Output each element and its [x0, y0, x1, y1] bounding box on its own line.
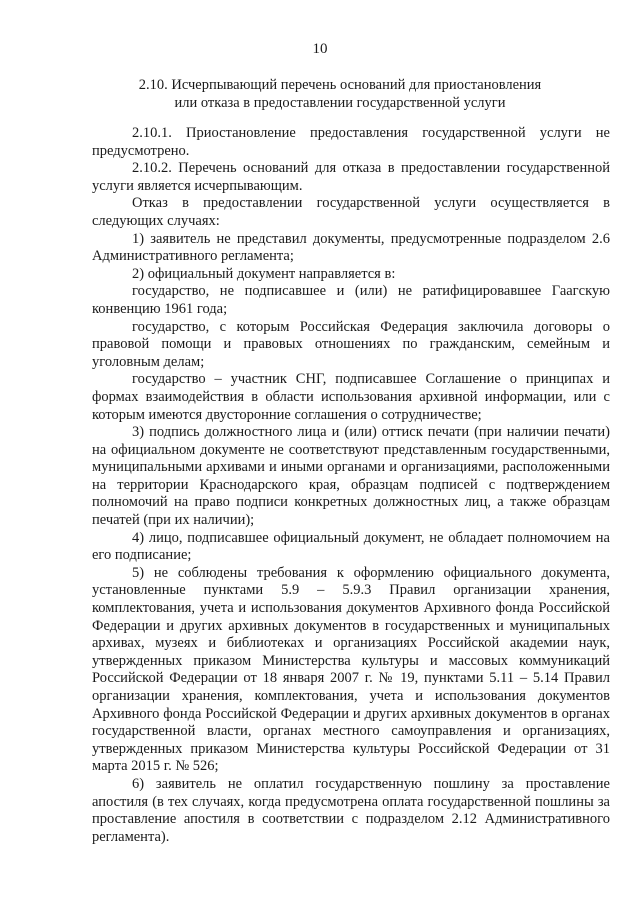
page-number: 10 [312, 41, 328, 57]
paragraph-item-2-hague: государство, не подписавшее и (или) не ратифицировавшее Гаагскую конвенцию 1961 года; [92, 283, 610, 317]
paragraph-item-2: 2) официальный документ направляется в: [132, 265, 396, 282]
paragraph-item-3: 3) подпись должностного лица и (или) оттиск печати (при наличии печати) на официальном документе не соответствуют представленным государственными, муниципальными архивами и иными органами и организациями, расположенными на территории Краснодарского края, образцам подписей с подтверждением полномочий на право подписи конкретных должностных лиц, а также образцам печатей (при их наличии); [92, 424, 610, 529]
paragraph-item-4: 4) лицо, подписавшее официальный документ, не обладает полномочием на его подписание; [92, 529, 610, 564]
paragraph-item-1: 1) заявитель не представил документы, предусмотренные подразделом 2.6 Административного регламента; [92, 230, 610, 265]
section-heading-line-2: или отказа в предоставлении государственной услуги [174, 95, 506, 111]
paragraph-item-2-cis: государство – участник СНГ, подписавшее Соглашение о принципах и формах взаимодействия в области использования архивной информации, или с которым имеются двусторонние соглашения о сотрудничестве; [92, 371, 610, 423]
paragraph-item-2-treaty: государство, с которым Российская Федерация заключила договоры о правовой помощи и правовых отношениях по гражданским, семейным и уголовным делам; [92, 318, 610, 370]
section-heading-line-1: 2.10. Исчерпывающий перечень оснований для приостановления [138, 77, 542, 93]
paragraph-2-10-2: 2.10.2. Перечень оснований для отказа в предоставлении государственной услуги является исчерпывающим. [92, 160, 610, 194]
paragraph-item-6: 6) заявитель не оплатил государственную пошлину за проставление апостиля (в тех случаях, когда предусмотрена оплата государственной пошлины за проставление апостиля в соответствии с подразделом 2.12 Административного регламента). [92, 775, 610, 845]
paragraph-2-10-1: 2.10.1. Приостановление предоставления государственной услуги не предусмотрено. [92, 125, 610, 159]
paragraph-refusal-intro: Отказ в предоставлении государственной услуги осуществляется в следующих случаях: [92, 195, 610, 229]
section-heading [110, 76, 570, 112]
document-body [92, 125, 610, 846]
paragraph-item-5: 5) не соблюдены требования к оформлению официального документа, установленные пунктами 5.9 – 5.9.3 Правил организации хранения, комплектования, учета и использования документов Архивного фонда Российской Федерации и других архивных документов в государственных и муниципальных архивах, музеях и библиотеках и организациях Российской академии наук, утвержденных приказом Министерства культуры и массовых коммуникаций Российской Федерации от 18 января 2007 г. № 19, пунктами 5.11 – 5.14 Правил организации хранения, комплектования, учета и использования документов Архивного фонда Российской Федерации и других архивных документов в органах государственной власти, органах местного самоуправления и организациях, утвержденных приказом Министерства культуры Российской Федерации от 31 марта 2015 г. № 526; [92, 564, 610, 775]
